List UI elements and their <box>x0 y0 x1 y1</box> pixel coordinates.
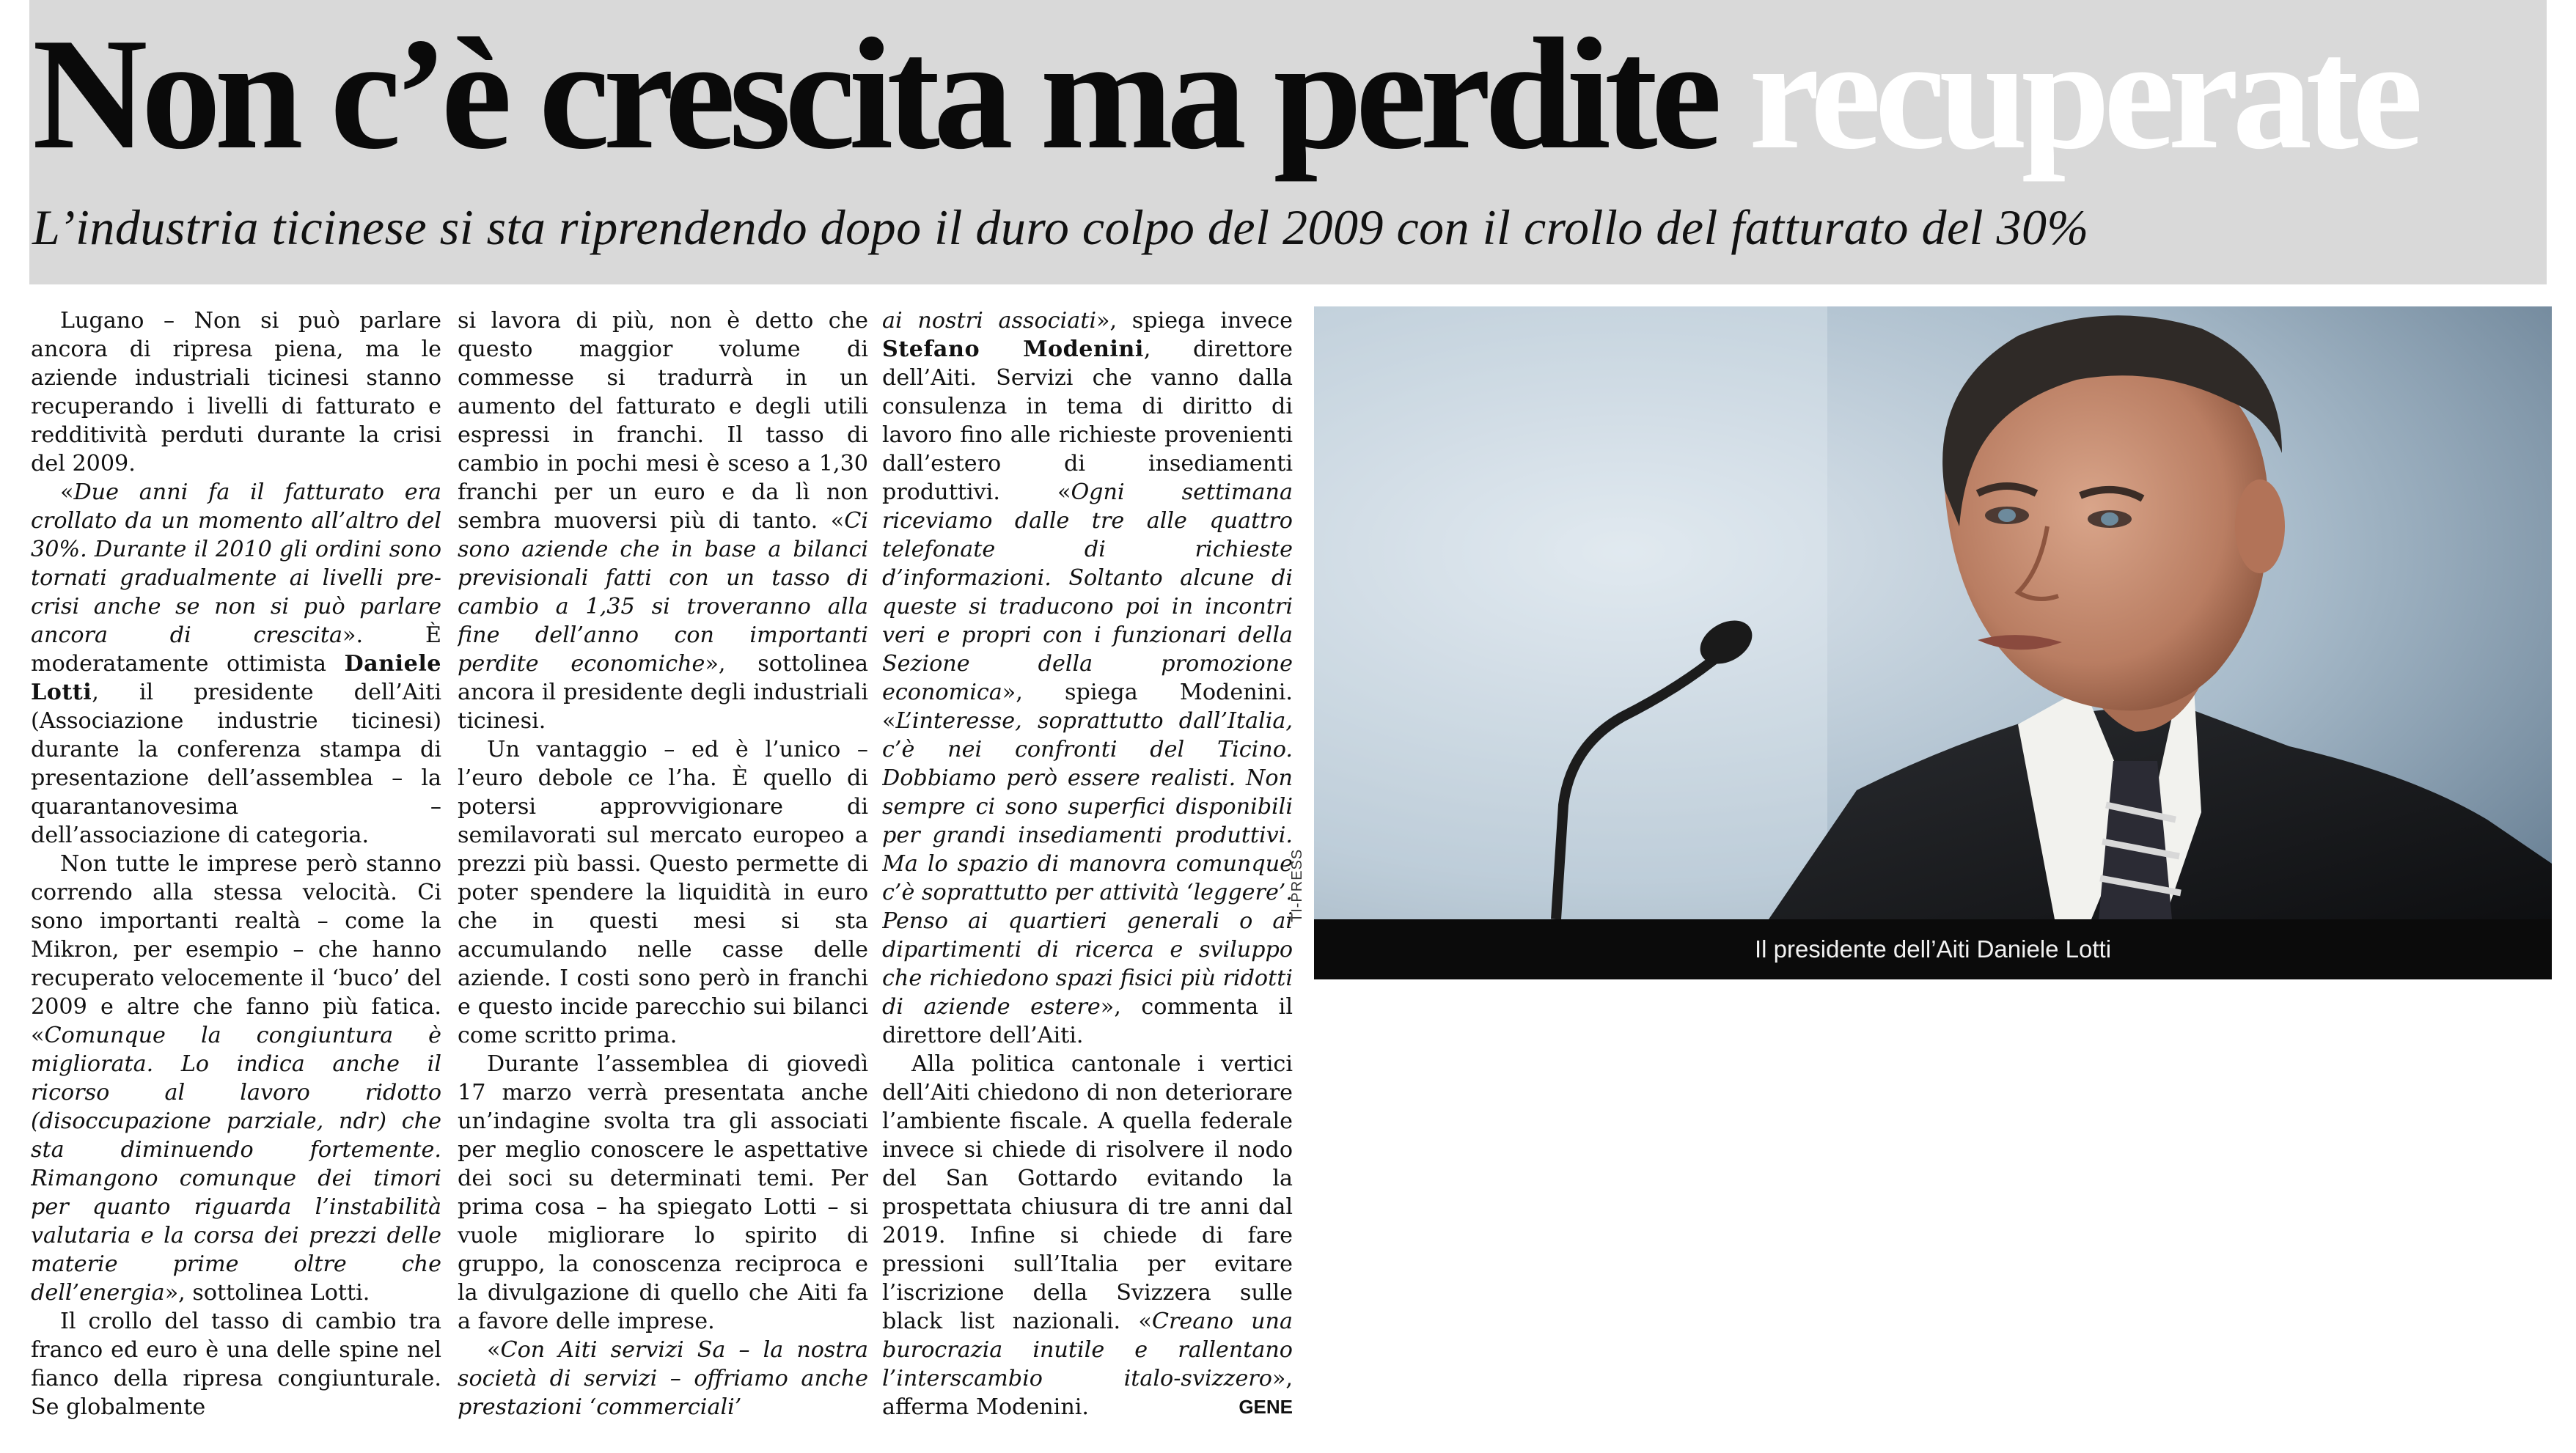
text-run: ». È moderatamente ottimista <box>31 622 441 677</box>
article-paragraph <box>31 306 441 478</box>
article-paragraph <box>882 1050 1293 1421</box>
text-run: Ogni settimana riceviamo dalle tre alle quattro telefonate di richieste d’informazioni. Soltanto alcune di queste si traducono poi in incontri veri e propri con i funzionari della Sezione della promozione economica <box>882 479 1293 705</box>
text-run: « <box>60 479 74 505</box>
text-run: Il crollo del tasso di cambio tra franco ed euro è una delle spine nel fianco della ripresa congiunturale. Se globalmente <box>31 1309 441 1420</box>
text-run: Comunque la congiuntura è migliorata. Lo indica anche il ricorso al lavoro ridotto (disoccupazione parziale, ndr) che sta diminuendo fortemente. Rimangono comunque dei timori per quanto riguarda l’instabilità valutaria e la corsa dei prezzi delle materie prime oltre che dell’energia <box>31 1023 441 1306</box>
text-run: si lavora di più, non è detto che questo maggior volume di commesse si tradurrà in un aumento del fatturato e degli utili espressi in franchi. Il tasso di cambio in pochi mesi è sceso a 1,30 franchi per un euro e da lì non sembra muoversi più di tanto. « <box>458 308 868 534</box>
subheadline: L’industria ticinese si sta riprendendo dopo il duro colpo del 2009 con il crollo del fatturato del 30% <box>32 199 2089 255</box>
article-paragraph <box>458 1050 868 1336</box>
text-run: Non tutte le imprese però stanno correndo alla stessa velocità. Ci sono importanti realtà – come la Mikron, per esempio – che hanno recuperato velocemente il ‘buco’ del 2009 e altre che fanno più fatica. « <box>31 851 441 1048</box>
text-run: Durante l’assemblea di giovedì 17 marzo verrà presentata anche un’indagine svolta tra gli associati per meglio conoscere le aspettative dei soci su determinati temi. Per prima cosa – ha spiegato Lotti – si vuole migliorare lo spirito di gruppo, la conoscenza reciproca e la divulgazione di quello che Aiti fa a favore delle imprese. <box>458 1051 868 1334</box>
article-paragraph <box>458 735 868 1050</box>
article-column-2 <box>458 306 868 1453</box>
text-run: », spiega invece <box>1096 308 1293 334</box>
article-paragraph <box>31 478 441 850</box>
portrait-photo <box>1314 306 2552 919</box>
photo-credit: TI-PRESS <box>1289 848 1305 922</box>
photo-figure <box>1314 306 2552 979</box>
text-run: Con Aiti servizi Sa – la nostra società di servizi – offriamo anche prestazioni ‘commerciali’ <box>458 1337 868 1420</box>
text-run: », commenta il direttore dell’Aiti. <box>882 994 1293 1048</box>
text-run: ai nostri associati <box>882 308 1096 334</box>
text-run: Un vantaggio – ed è l’unico – l’euro debole ce l’ha. È quello di potersi approvvigionare di semilavorati sul mercato europeo a prezzi più bassi. Questo permette di poter spendere la liquidità in euro che in questi mesi si sta accumulando nelle casse delle aziende. I costi sono però in franchi e questo incide parecchio sui bilanci come scritto prima. <box>458 737 868 1048</box>
photo-caption: Il presidente dell’Aiti Daniele Lotti <box>1754 935 2112 963</box>
text-run: », sottolinea Lotti. <box>164 1280 370 1306</box>
text-run: Alla politica cantonale i vertici dell’Aiti chiedono di non deteriorare l’ambiente fiscale. A quella federale invece si chiede di risolvere il nodo del San Gottardo evitando la prospettata chiusura di tre anni dal 2019. Infine si chiede di fare pressioni sull’Italia per evitare l’iscrizione della Svizzera sulle black list nazionali. « <box>882 1051 1293 1334</box>
text-run: », sottolinea ancora il presidente degli industriali ticinesi. <box>458 651 868 734</box>
article-column-3 <box>882 306 1293 1453</box>
text-run: L’interesse, soprattutto dall’Italia, c’è nei confronti del Ticino. Dobbiamo però essere realisti. Non sempre ci sono superfici disponibili per grandi insediamenti produttivi. Ma lo spazio di manovra comunque c’è soprattutto per attività ‘leggere’. Penso ai quartieri generali o ai dipartimenti di ricerca e sviluppo che richiedono spazi fisici più ridotti di aziende estere <box>882 708 1293 1020</box>
article-paragraph <box>458 306 868 735</box>
text-run: , direttore dell’Aiti. Servizi che vanno dalla consulenza in tema di diritto di lavoro fino alle richieste provenienti dall’estero di insediamenti produttivi. « <box>882 336 1293 505</box>
caption-bar <box>1314 919 2552 979</box>
text-run: , il presidente dell’Aiti (Associazione industrie ticinesi) durante la conferenza stampa di presentazione dell’assemblea – la quarantanovesima – dell’associazione di categoria. <box>31 680 441 848</box>
text-run: Creano una burocrazia inutile e rallentano l’interscambio italo-svizzero <box>882 1309 1293 1391</box>
person-name: Stefano Modenini <box>882 336 1144 362</box>
text-run: Due anni fa il fatturato era crollato da un momento all’altro del 30%. Durante il 2010 gli ordini sono tornati gradualmente ai livelli pre-crisi anche se non si può parlare ancora di crescita <box>31 479 441 648</box>
article-paragraph <box>458 1336 868 1421</box>
text-run: Lugano – Non si può parlare ancora di ripresa piena, ma le aziende industriali ticinesi stanno recuperando i livelli di fatturato e redditività perduti durante la crisi del 2009. <box>31 308 441 477</box>
person-name: Daniele Lotti <box>31 651 441 705</box>
text-run: Ci sono aziende che in base a bilanci previsionali fatti con un tasso di cambio a 1,35 si troveranno alla fine dell’anno con importanti perdite economiche <box>458 508 868 677</box>
headline-dark-part: Non c’è crescita ma perdite <box>32 6 1716 183</box>
text-run: « <box>487 1337 501 1363</box>
article-paragraph <box>882 306 1293 1050</box>
author-signature: GENE <box>1239 1396 1293 1418</box>
text-run: », spiega Modenini. « <box>882 680 1293 734</box>
text-run: », afferma Modenini. <box>882 1366 1293 1420</box>
article-column-1 <box>31 306 441 1453</box>
headline <box>32 3 2544 186</box>
article-paragraph <box>31 1307 441 1421</box>
headline-light-part: recuperate <box>1748 6 2417 183</box>
article-paragraph <box>31 850 441 1307</box>
